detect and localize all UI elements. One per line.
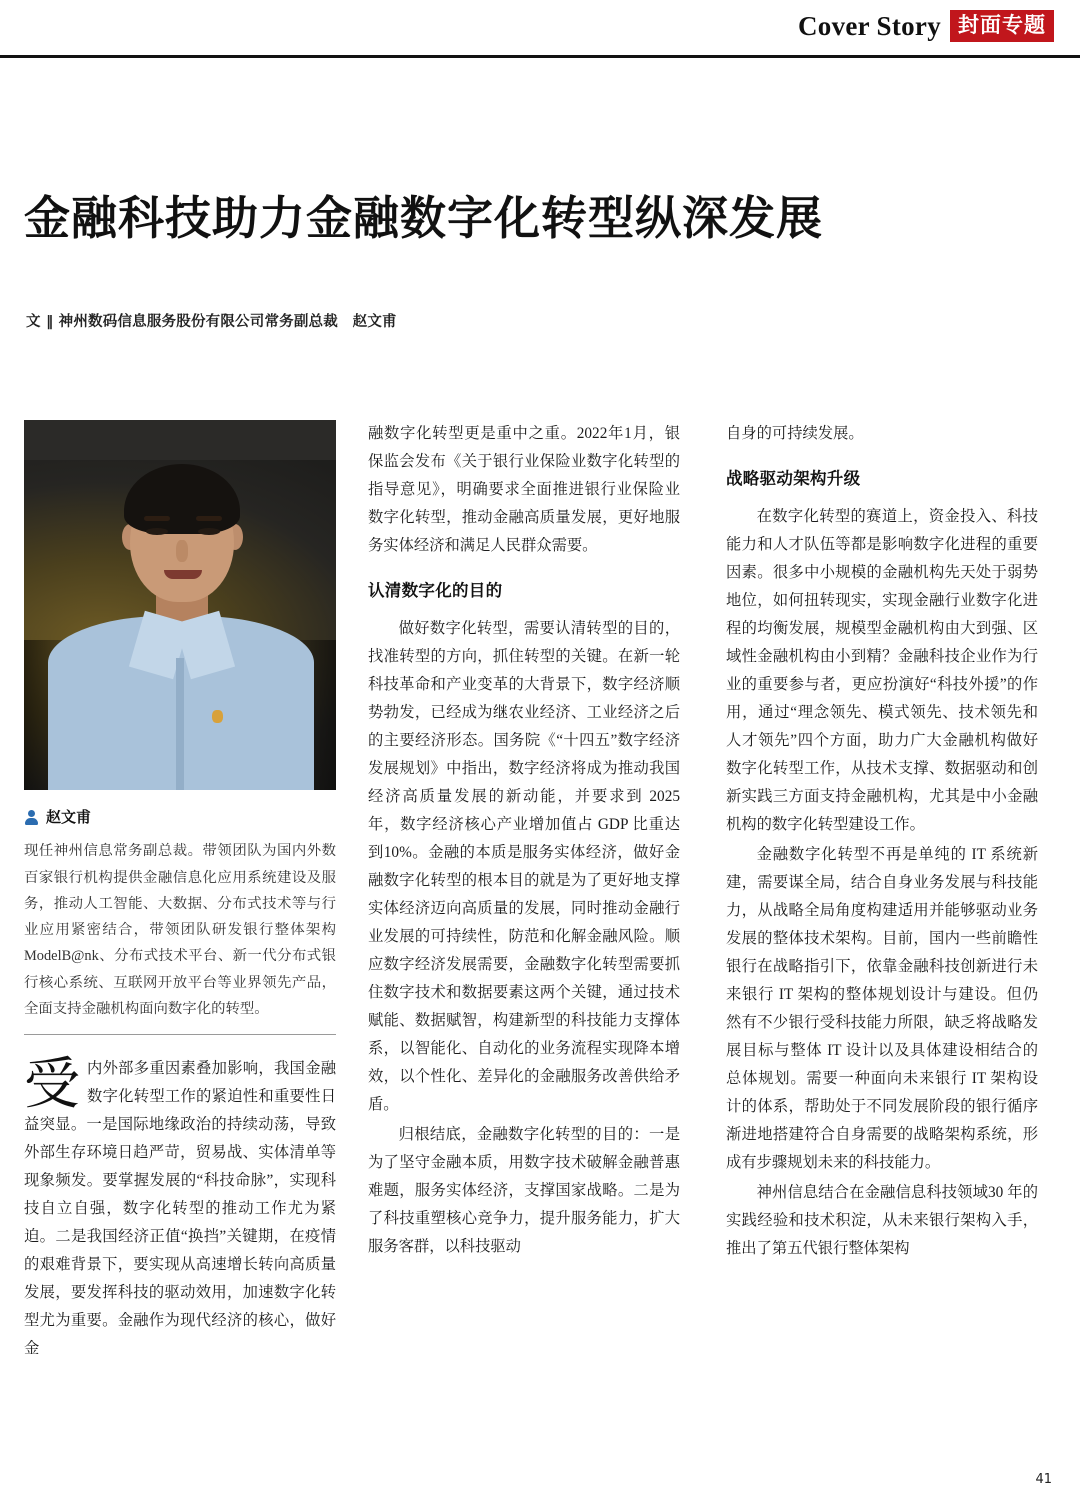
paragraph: 融数字化转型更是重中之重。2022年1月，银保监会发布《关于银行业保险业数字化转型的指导意见》，明确要求全面推进银行业保险业数字化转型，推动金融高质量发展，更好地服务实体经济和满足人民群众需要。	[368, 425, 680, 554]
cover-story-chinese-tag: 封面专题	[950, 10, 1054, 42]
paragraph: 在数字化转型的赛道上，资金投入、科技能力和人才队伍等都是影响数字化进程的重要因素。很多中小规模的金融机构先天处于弱势地位，如何扭转现实，实现金融行业数字化进程的均衡发展，规模型金融机构由大到强、区域性金融机构由小到精？金融科技企业作为行业的重要参与者，更应扮演好“科技外援”的作用，通过“理念领先、模式领先、技术领先和人才领先”四个方面，助力广大金融机构做好数字化转型工作，从技术支撑、数据驱动和创新实践三方面支持金融机构，尤其是中小金融机构的数字化转型建设工作。	[726, 508, 1038, 833]
column-left	[24, 420, 336, 1365]
portrait-eye-right	[198, 528, 220, 535]
author-name-row	[24, 804, 336, 831]
byline: 文 ‖ 神州数码信息服务股份有限公司常务副总裁 赵文甫	[26, 314, 397, 330]
cover-story-label	[798, 10, 1054, 42]
paragraph: 神州信息结合在金融信息科技领域30 年的实践经验和技术积淀，从未来银行架构入手，推出了第五代银行整体架构	[726, 1183, 1038, 1257]
author-name: 赵文甫	[46, 808, 92, 826]
portrait-eye-left	[146, 528, 168, 535]
portrait-brow-right	[196, 516, 222, 521]
paragraph: 归根结底，金融数字化转型的目的：一是为了坚守金融本质，用数字技术破解金融普惠难题，服务实体经济，支撑国家战略。二是为了科技重塑核心竞争力，提升服务能力，扩大服务客群，以科技驱动	[368, 1125, 680, 1255]
portrait-shirt-logo	[212, 710, 223, 723]
header-divider	[0, 55, 1080, 58]
paragraph: 金融数字化转型不再是单纯的 IT 系统新建，需要谋全局，结合自身业务发展与科技能力，从战略全局角度构建适用并能够驱动业务发展的整体技术架构。目前，国内一些前瞻性银行在战略指引下，依靠金融科技创新进行未来银行 IT 架构的整体规划设计与建设。但仍然有不少银行受科技能力所限，缺乏将战略发展目标与整体 IT 设计以及具体建设相结合的总体规划。需要一种面向未来银行 IT 架构设计的体系，帮助处于不同发展阶段的银行循序渐进地搭建符合自身需要的战略架构系统，形成有步骤规划未来的科技能力。	[726, 845, 1038, 1171]
portrait-brow-left	[144, 516, 170, 521]
page-title: 金融科技助力金融数字化转型纵深发展	[24, 191, 823, 245]
portrait-nose	[176, 540, 188, 562]
author-bio: 现任神州信息常务副总裁。带领团队为国内外数百家银行机构提供金融信息化应用系统建设及服务，推动人工智能、大数据、分布式技术等与行业应用紧密结合，带领团队研发银行整体架构ModelB@nk、分布式技术平台、新一代分布式银行核心系统、互联网开放平台等业界领先产品，全面支持金融机构面向数字化的转型。	[24, 838, 336, 1035]
author-portrait	[24, 420, 336, 790]
drop-cap: 受	[24, 1051, 80, 1117]
paragraph: 内外部多重因素叠加影响，我国金融数字化转型工作的紧迫性和重要性日益突显。一是国际地缘政治的持续动荡，导致外部生存环境日趋严苛，贸易战、实体清单等现象频发。要掌握发展的“科技命脉”，实现科技自立自强，数字化转型的推动工作尤为紧迫。二是我国经济正值“换挡”关键期，在疫情的艰难背景下，要实现从高速增长转向高质量发展，要发挥科技的驱动效用，加速数字化转型尤为重要。金融作为现代经济的核心，做好金	[24, 1059, 336, 1357]
page-header	[0, 0, 1080, 56]
section-heading: 战略驱动架构升级	[726, 468, 861, 488]
section-heading: 认清数字化的目的	[368, 580, 503, 600]
portrait-mouth	[164, 570, 202, 579]
page-number: 41	[1035, 1472, 1052, 1487]
paragraph: 自身的可持续发展。	[726, 425, 864, 442]
portrait-placket	[176, 658, 184, 790]
person-icon	[24, 810, 39, 825]
column-left-body	[24, 1051, 336, 1363]
paragraph: 做好数字化转型，需要认清转型的目的，找准转型的方向，抓住转型的关键。在新一轮科技革命和产业变革的大背景下，数字经济顺势勃发，已经成为继农业经济、工业经济之后的主要经济形态。国务院《“十四五”数字经济发展规划》中指出，数字经济将成为推动我国经济高质量发展的新动能，并要求到 2025 年，数字经济核心产业增加值占 GDP 比重达到10%。金融的本质是服务实体经济，做好金融数字化转型的根本目的就是为了更好地支撑实体经济迈向高质量的发展，同时推动金融行业发展的可持续性，防范和化解金融风险。顺应数字经济发展需要，金融数字化转型需要抓住数字技术和数据要素这两个关键，通过技术赋能、数据赋智，构建新型的科技能力支撑体系，以智能化、自动化的业务流程实现降本增效，以个性化、差异化的金融服务改善供给矛盾。	[368, 620, 680, 1113]
column-middle	[368, 420, 680, 1263]
cover-story-english: Cover Story	[797, 10, 941, 41]
column-right	[726, 420, 1038, 1265]
